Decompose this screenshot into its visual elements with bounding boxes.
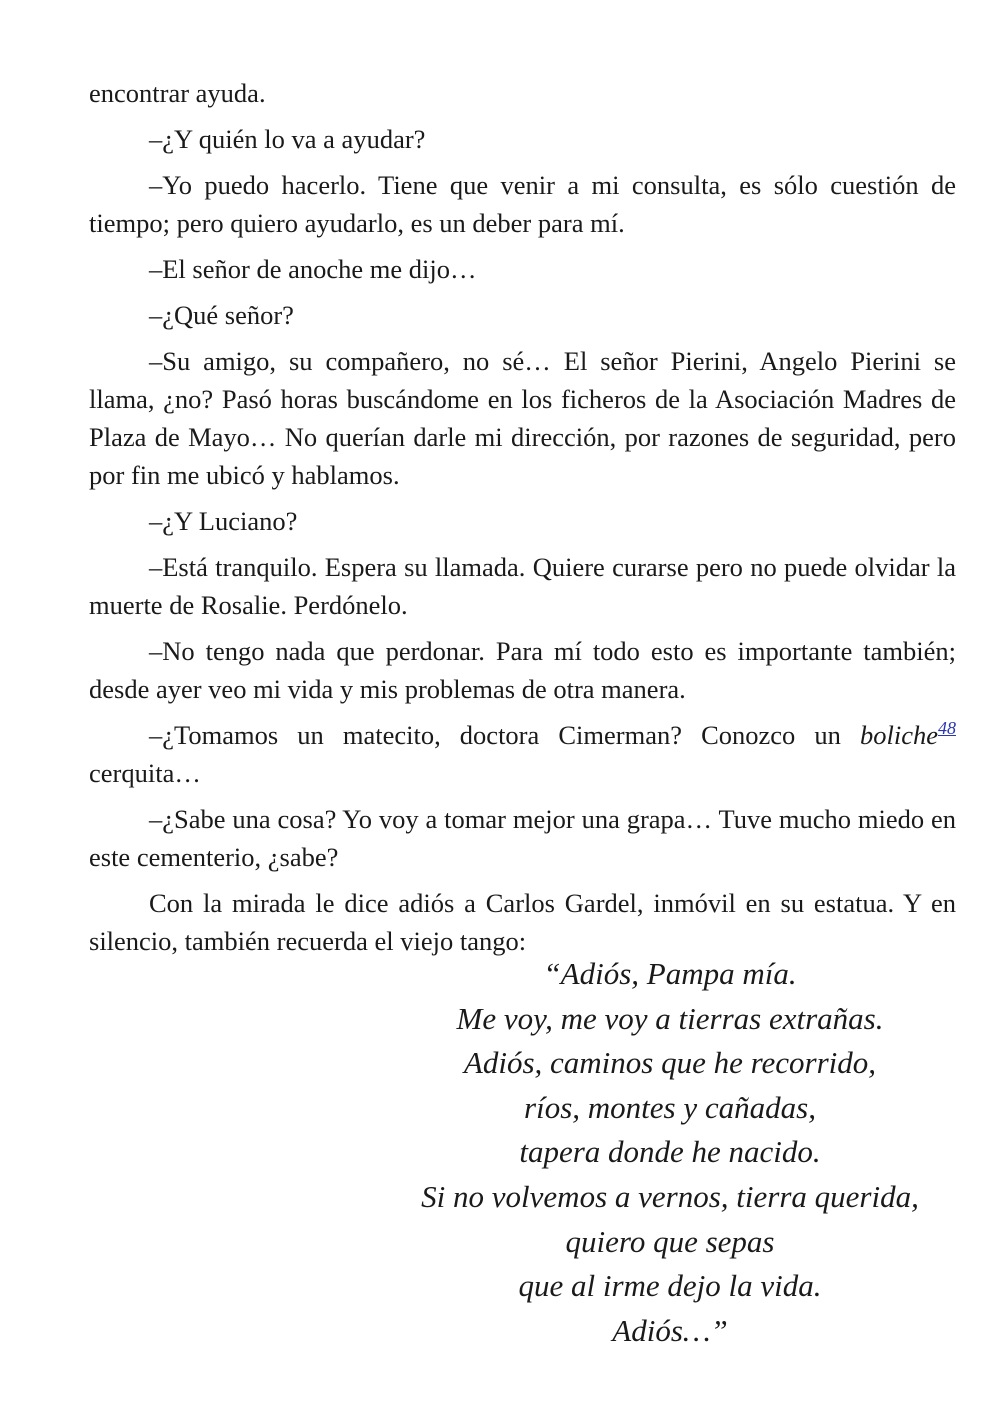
mate-text-after: cerquita… — [89, 758, 201, 788]
dialog-line: –No tengo nada que perdonar. Para mí todo esto es importante también; desde ayer veo mi vida y mis problemas de otra manera. — [89, 636, 956, 704]
verse-line: quiero que sepas — [565, 1223, 775, 1259]
book-page-body — [89, 74, 956, 968]
dialog-line: –¿Qué señor? — [149, 300, 294, 330]
verse-line: “Adiós, Pampa mía. — [543, 956, 797, 991]
paragraph-continuation: encontrar ayuda. — [89, 78, 266, 108]
verse-line: Me voy, me voy a tierras extrañas. — [456, 1000, 884, 1036]
dialog-line: –Su amigo, su compañero, no sé… El señor Pierini, Angelo Pierini se llama, ¿no? Pasó horas buscándome en los ficheros de la Asociación Madres de Plaza de Mayo… No querían darle mi dirección, por razones de seguridad, pero por fin me ubicó y hablamos. — [89, 346, 956, 490]
dialog-line: –El señor de anoche me dijo… — [149, 254, 477, 284]
boliche-word: boliche — [860, 720, 938, 750]
verse-line: Adiós…” — [612, 1312, 728, 1348]
tango-verse — [380, 952, 960, 1353]
dialog-line: –¿Y quién lo va a ayudar? — [149, 124, 426, 154]
dialog-line-mate — [89, 716, 956, 792]
mate-text-before: –¿Tomamos un matecito, doctora Cimerman? Conozco un — [149, 720, 860, 750]
dialog-line: –Yo puedo hacerlo. Tiene que venir a mi consulta, es sólo cuestión de tiempo; pero quiero ayudarlo, es un deber para mí. — [89, 170, 956, 238]
dialog-line: –Está tranquilo. Espera su llamada. Quiere curarse pero no puede olvidar la muerte de Rosalie. Perdónelo. — [89, 552, 956, 620]
verse-line: que al irme dejo la vida. — [518, 1268, 822, 1304]
verse-line: Si no volvemos a vernos, tierra querida, — [421, 1178, 919, 1214]
verse-line: tapera donde he nacido. — [519, 1134, 821, 1170]
dialog-line: –¿Sabe una cosa? Yo voy a tomar mejor una grapa… Tuve mucho miedo en este cementerio, ¿sabe? — [89, 804, 956, 872]
footnote-link-48[interactable]: 48 — [938, 718, 956, 738]
dialog-line: –¿Y Luciano? — [149, 506, 298, 536]
narration-paragraph: Con la mirada le dice adiós a Carlos Gardel, inmóvil en su estatua. Y en silencio, también recuerda el viejo tango: — [89, 888, 956, 956]
verse-line: Adiós, caminos que he recorrido, — [463, 1045, 877, 1081]
verse-line: ríos, montes y cañadas, — [524, 1089, 816, 1125]
